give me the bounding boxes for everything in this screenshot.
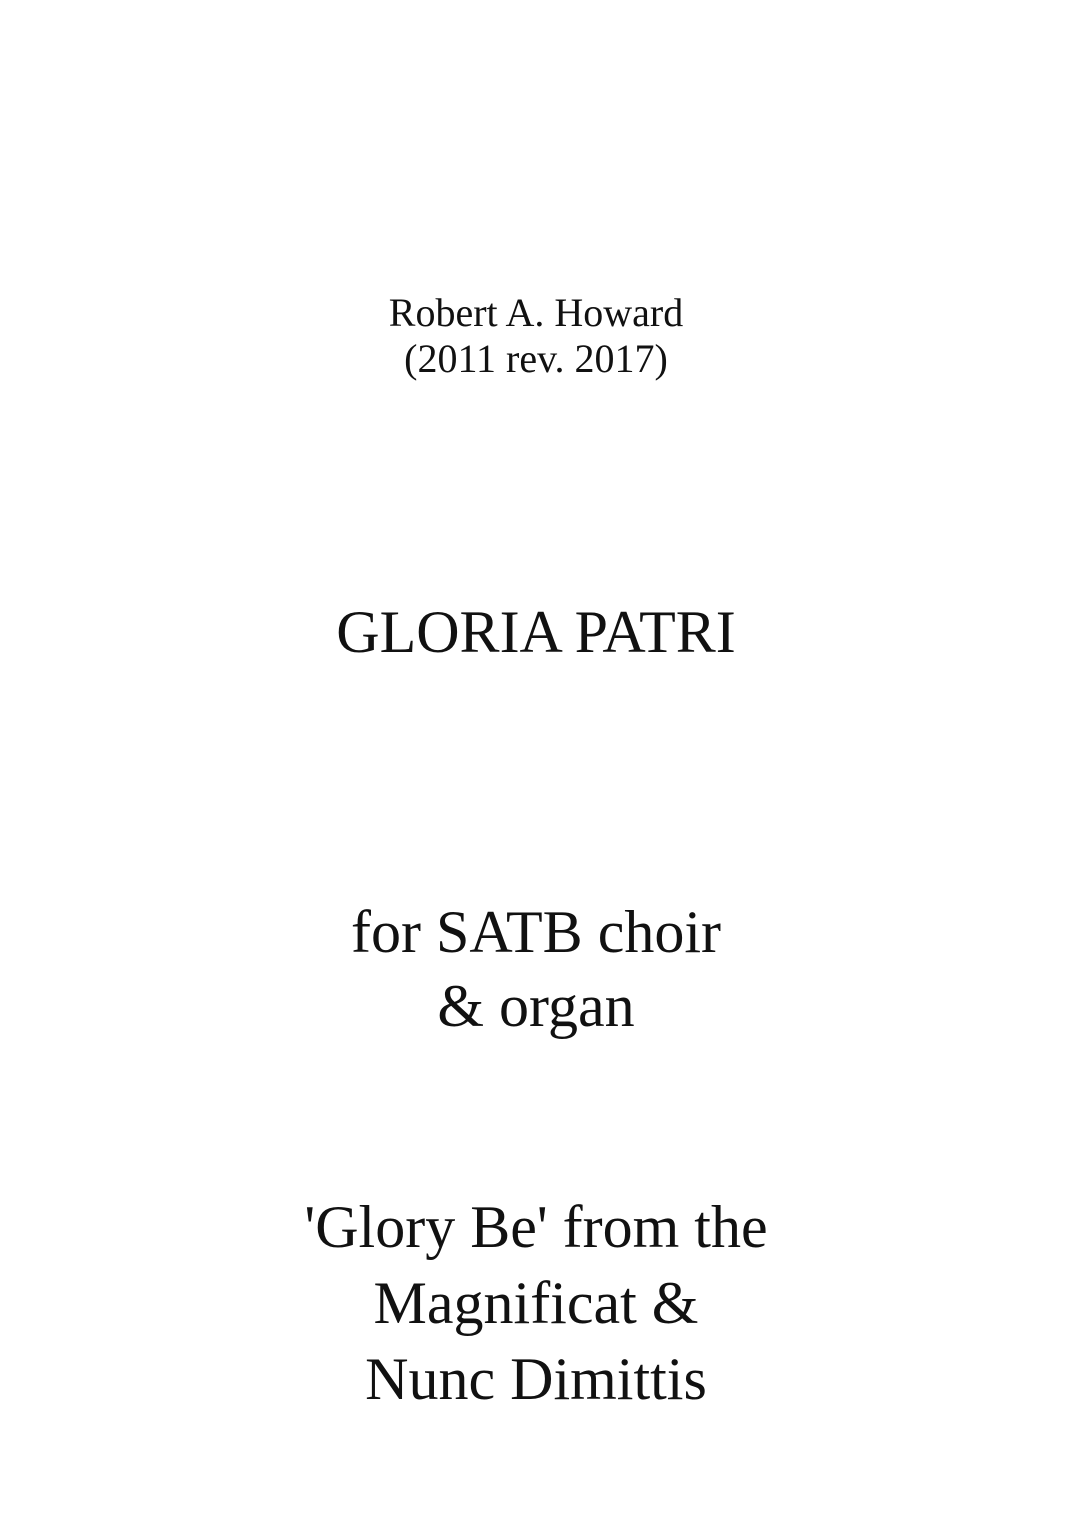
description-line-2: Magnificat &: [373, 1270, 699, 1336]
work-title-text: GLORIA PATRI: [336, 599, 736, 665]
scoring-block: [0, 895, 1072, 1043]
composer-block: [0, 290, 1072, 382]
scoring-line-1: for SATB choir: [351, 899, 721, 965]
work-title: [0, 598, 1072, 666]
description-line-3: Nunc Dimittis: [365, 1346, 707, 1412]
description-line-1: 'Glory Be' from the: [304, 1194, 768, 1260]
description-block: [0, 1189, 1072, 1417]
composition-dates: (2011 rev. 2017): [404, 336, 668, 381]
composer-name: Robert A. Howard: [388, 290, 684, 335]
scoring-line-2: & organ: [437, 973, 635, 1039]
